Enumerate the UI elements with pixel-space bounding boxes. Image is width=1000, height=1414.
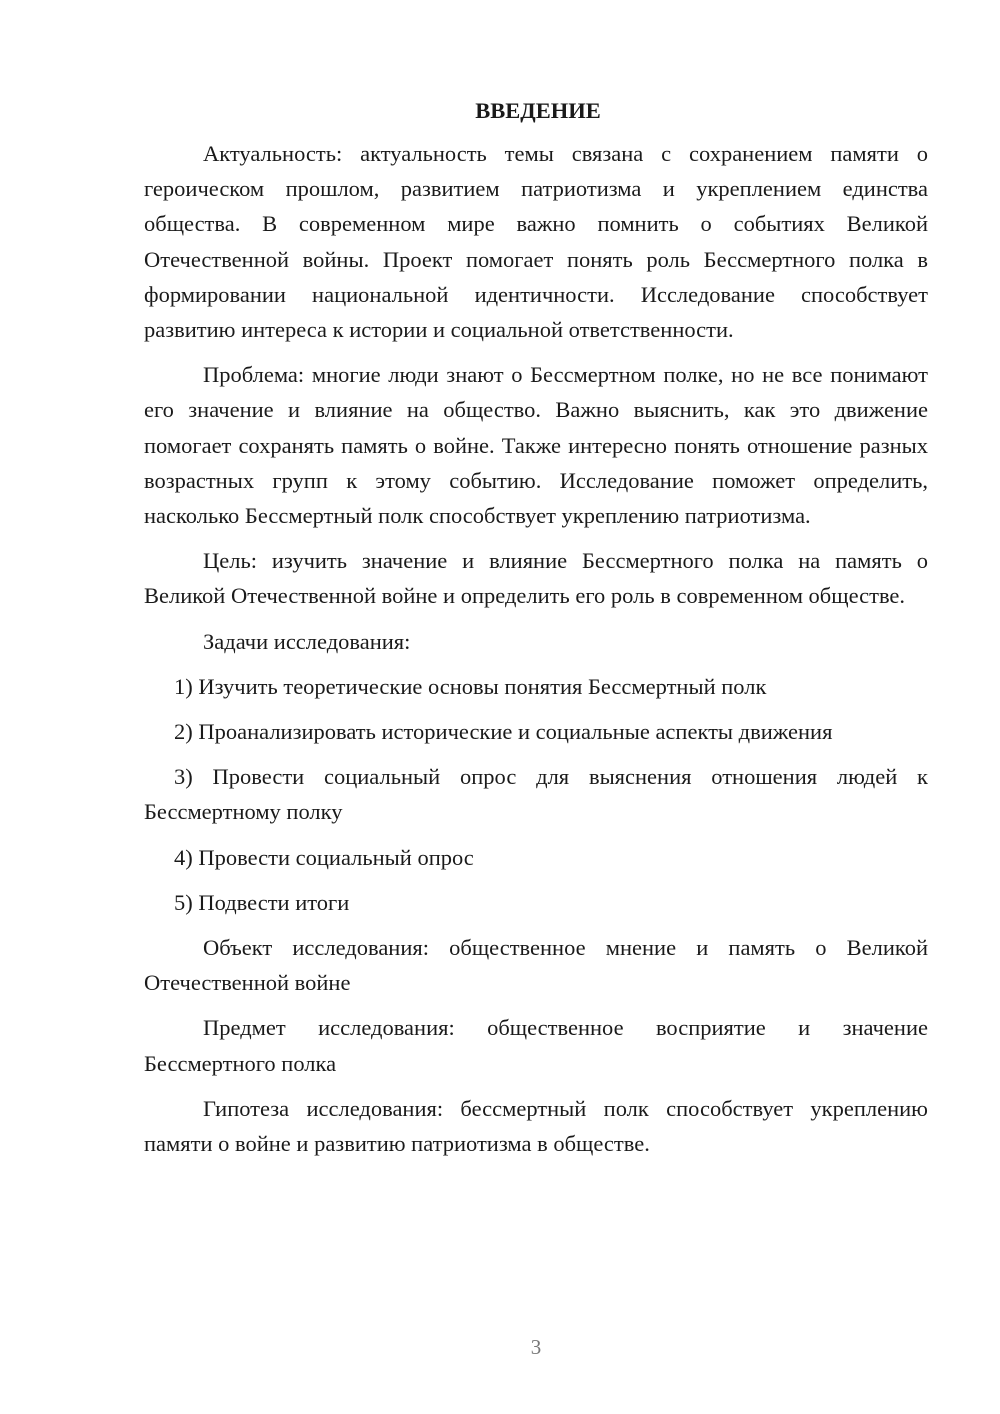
section-title: ВВЕДЕНИЕ [475, 98, 601, 123]
hypothesis-paragraph: Гипотеза исследования: бессмертный полк способствует укреплению памяти о войне и развитию патриотизма в обществе. [144, 1095, 928, 1157]
document-body [144, 96, 928, 1171]
problem-paragraph: Проблема: многие люди знают о Бессмертном полке, но не все понимают его значение и влияние на общество. Важно выяснить, как это движение помогает сохранять память о войне. Также интересно понять отношение разных возрастных групп к этому событию. Исследование поможет определить, насколько Бессмертный полк способствует укреплению патриотизма. [144, 362, 928, 529]
object-paragraph: Объект исследования: общественное мнение и память о Великой Отечественной войне [144, 935, 928, 996]
relevance-paragraph: Актуальность: актуальность темы связана с сохранением памяти о героическом прошлом, развитием патриотизма и укреплением единства общества. В современном мире важно помнить о событиях Великой Отечественной войны. Проект помогает понять роль Бессмертного полка в формировании национальной идентичности. Исследование способствует развитию интереса к истории и социальной ответственности. [144, 141, 928, 343]
task-item: 1) Изучить теоретические основы понятия Бессмертный полк [174, 673, 767, 699]
task-item: 5) Подвести итоги [174, 889, 350, 915]
subject-paragraph: Предмет исследования: общественное восприятие и значение Бессмертного полка [144, 1015, 928, 1076]
task-item: 3) Провести социальный опрос для выяснения отношения людей к Бессмертному полку [144, 764, 928, 825]
tasks-heading: Задачи исследования: [203, 628, 411, 654]
task-item: 4) Провести социальный опрос [174, 844, 474, 870]
page-number: 3 [530, 1335, 542, 1359]
task-item: 2) Проанализировать исторические и социальные аспекты движения [174, 719, 833, 745]
goal-paragraph: Цель: изучить значение и влияние Бессмертного полка на память о Великой Отечественной войне и определить его роль в современном обществе. [144, 548, 928, 609]
